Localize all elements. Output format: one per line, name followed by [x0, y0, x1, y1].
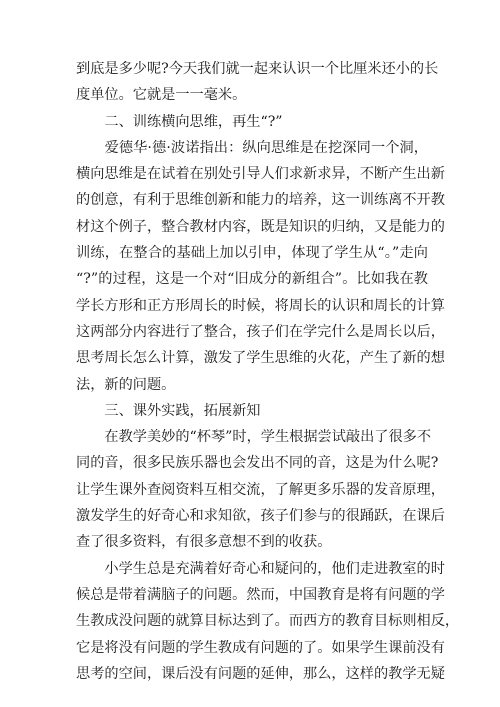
- text-line: 到底是多少呢?今天我们就一起来认识一个比厘米还小的长: [76, 61, 439, 77]
- text-line: 让学生课外查阅资料互相交流，了解更多乐器的发音原理，: [76, 481, 445, 498]
- text-line: 法，新的问题。: [76, 376, 176, 393]
- text-line: 材这个例子，整合教材内容，既是知识的归纳，又是能力的: [76, 218, 445, 235]
- text-line: 它是将没有问题的学生教成有问题的了。如果学生课前没有: [76, 639, 445, 656]
- text-line: 小学生总是充满着好奇心和疑问的，他们走进教室的时: [76, 560, 445, 577]
- text-line: 思考的空间，课后没有问题的延伸，那么，这样的教学无疑: [76, 665, 445, 682]
- text-line: 生教成没问题的就算目标达到了。而西方的教育目标则相反，: [76, 613, 460, 630]
- text-line: 思考周长怎么计算，激发了学生思维的火花，产生了新的想: [76, 350, 445, 367]
- text-line: 激发学生的好奇心和求知欲，孩子们参与的很踊跃，在课后: [76, 508, 445, 525]
- text-line: 学长方形和正方形周长的时候，将周长的认识和周长的计算: [76, 297, 445, 314]
- text-line: 训练，在整合的基础上加以引申，体现了学生从“。”走向: [76, 245, 428, 262]
- document-body: [76, 56, 460, 687]
- text-line: 同的音，很多民族乐器也会发出不同的音，这是为什么呢?: [76, 455, 439, 472]
- section-heading: 二、训练横向思维，再生“?”: [76, 113, 283, 130]
- text-line: 候总是带着满脑子的问题。然而，中国教育是将有问题的学: [76, 586, 445, 603]
- text-line: 度单位。它就是一一毫米。: [76, 87, 247, 104]
- text-line: 查了很多资料，有很多意想不到的收获。: [76, 534, 332, 551]
- section-heading: 三、课外实践，拓展新知: [76, 402, 261, 419]
- text-line: 的创意，有利于思维创新和能力的培养，这一训练离不开教: [76, 192, 445, 209]
- text-line: 横向思维是在试着在别处引导人们求新求异，不断产生出新: [76, 166, 445, 183]
- text-line: “?”的过程，这是一个对“旧成分的新组合”。比如我在教: [76, 271, 428, 288]
- text-line: 在教学美妙的“杯琴”时，学生根据尝试敲出了很多不: [76, 429, 432, 446]
- text-line: 爱德华·德·波诺指出：纵向思维是在挖深同一个洞，: [76, 139, 428, 156]
- text-line: 这两部分内容进行了整合，孩子们在学完什么是周长以后，: [76, 323, 445, 340]
